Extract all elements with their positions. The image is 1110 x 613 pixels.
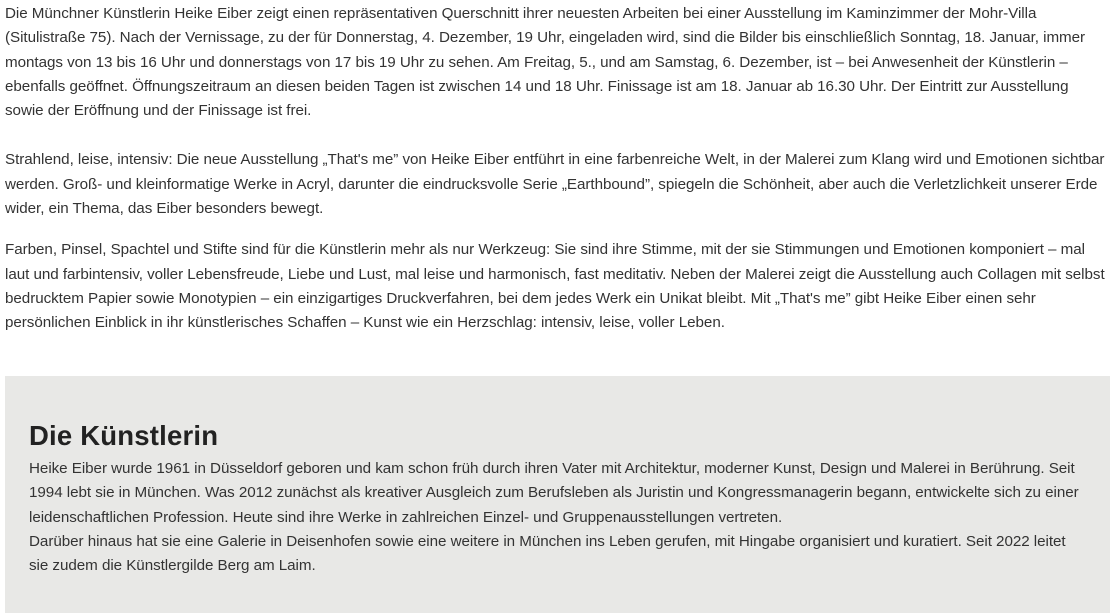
article-paragraph-exhibition-intro: Strahlend, leise, intensiv: Die neue Ausstellung „That's me” von Heike Eiber entführt in eine farbenreiche Welt, in der Malerei zum Klang wird und Emotionen sichtbar werden. Groß- und kleinformatige Werke in Acryl, darunter die eindrucksvolle Serie „Earthbound”, spiegeln die Schönheit, aber auch die Verletzlichkeit unserer Erde wider, ein Thema, das Eiber besonders bewegt. (5, 151, 1105, 218)
artist-box-heading: Die Künstlerin (29, 420, 219, 451)
article-paragraph-exhibition-info: Die Münchner Künstlerin Heike Eiber zeigt einen repräsentativen Querschnitt ihrer neuesten Arbeiten bei einer Ausstellung im Kaminzimmer der Mohr-Villa (Situlistraße 75). Nach der Vernissage, zu der für Donnerstag, 4. Dezember, 19 Uhr, eingeladen wird, sind die Bilder bis einschließlich Sonntag, 18. Januar, immer montags von 13 bis 16 Uhr und donnerstags von 17 bis 19 Uhr zu sehen. Am Freitag, 5., und am Samstag, 6. Dezember, ist – bei Anwesenheit der Künstlerin – ebenfalls geöffnet. Öffnungszeitraum an diesen beiden Tagen ist zwischen 14 und 18 Uhr. Finissage ist am 18. Januar ab 16.30 Uhr. Der Eintritt zur Ausstellung sowie der Eröffnung und der Finissage ist frei. (5, 5, 1086, 120)
artist-bio-paragraph-2: Darüber hinaus hat sie eine Galerie in Deisenhofen sowie eine weitere in München ins Leben gerufen, mit Hingabe organisiert und kuratiert. Seit 2022 leitet sie zudem die Künstlergilde Berg am Laim. (29, 532, 1066, 575)
artist-info-box (5, 376, 1110, 613)
article-paragraph-artist-tools: Farben, Pinsel, Spachtel und Stifte sind für die Künstlerin mehr als nur Werkzeug: Sie sind ihre Stimme, mit der sie Stimmungen und Emotionen komponiert – mal laut und farbintensiv, voller Lebensfreude, Liebe und Lust, mal leise und harmonisch, fast meditativ. Neben der Malerei zeigt die Ausstellung auch Collagen mit selbst bedrucktem Papier sowie Monotypien – ein einzigartiges Druckverfahren, bei dem jedes Werk ein Unikat bleibt. Mit „That's me” gibt Heike Eiber einen sehr persönlichen Einblick in ihr künstlerisches Schaffen – Kunst wie ein Herzschlag: intensiv, leise, voller Leben. (5, 241, 1105, 332)
artist-bio-paragraph: Heike Eiber wurde 1961 in Düsseldorf geboren und kam schon früh durch ihren Vater mit Architektur, moderner Kunst, Design und Malerei in Berührung. Seit 1994 lebt sie in München. Was 2012 zunächst als kreativer Ausgleich zum Berufsleben als Juristin und Kongressmanagerin begann, entwickelte sich zu einer leidenschaftlichen Profession. Heute sind ihre Werke in zahlreichen Einzel- und Gruppenausstellungen vertreten. (29, 460, 1079, 526)
article-body (5, 2, 1109, 336)
